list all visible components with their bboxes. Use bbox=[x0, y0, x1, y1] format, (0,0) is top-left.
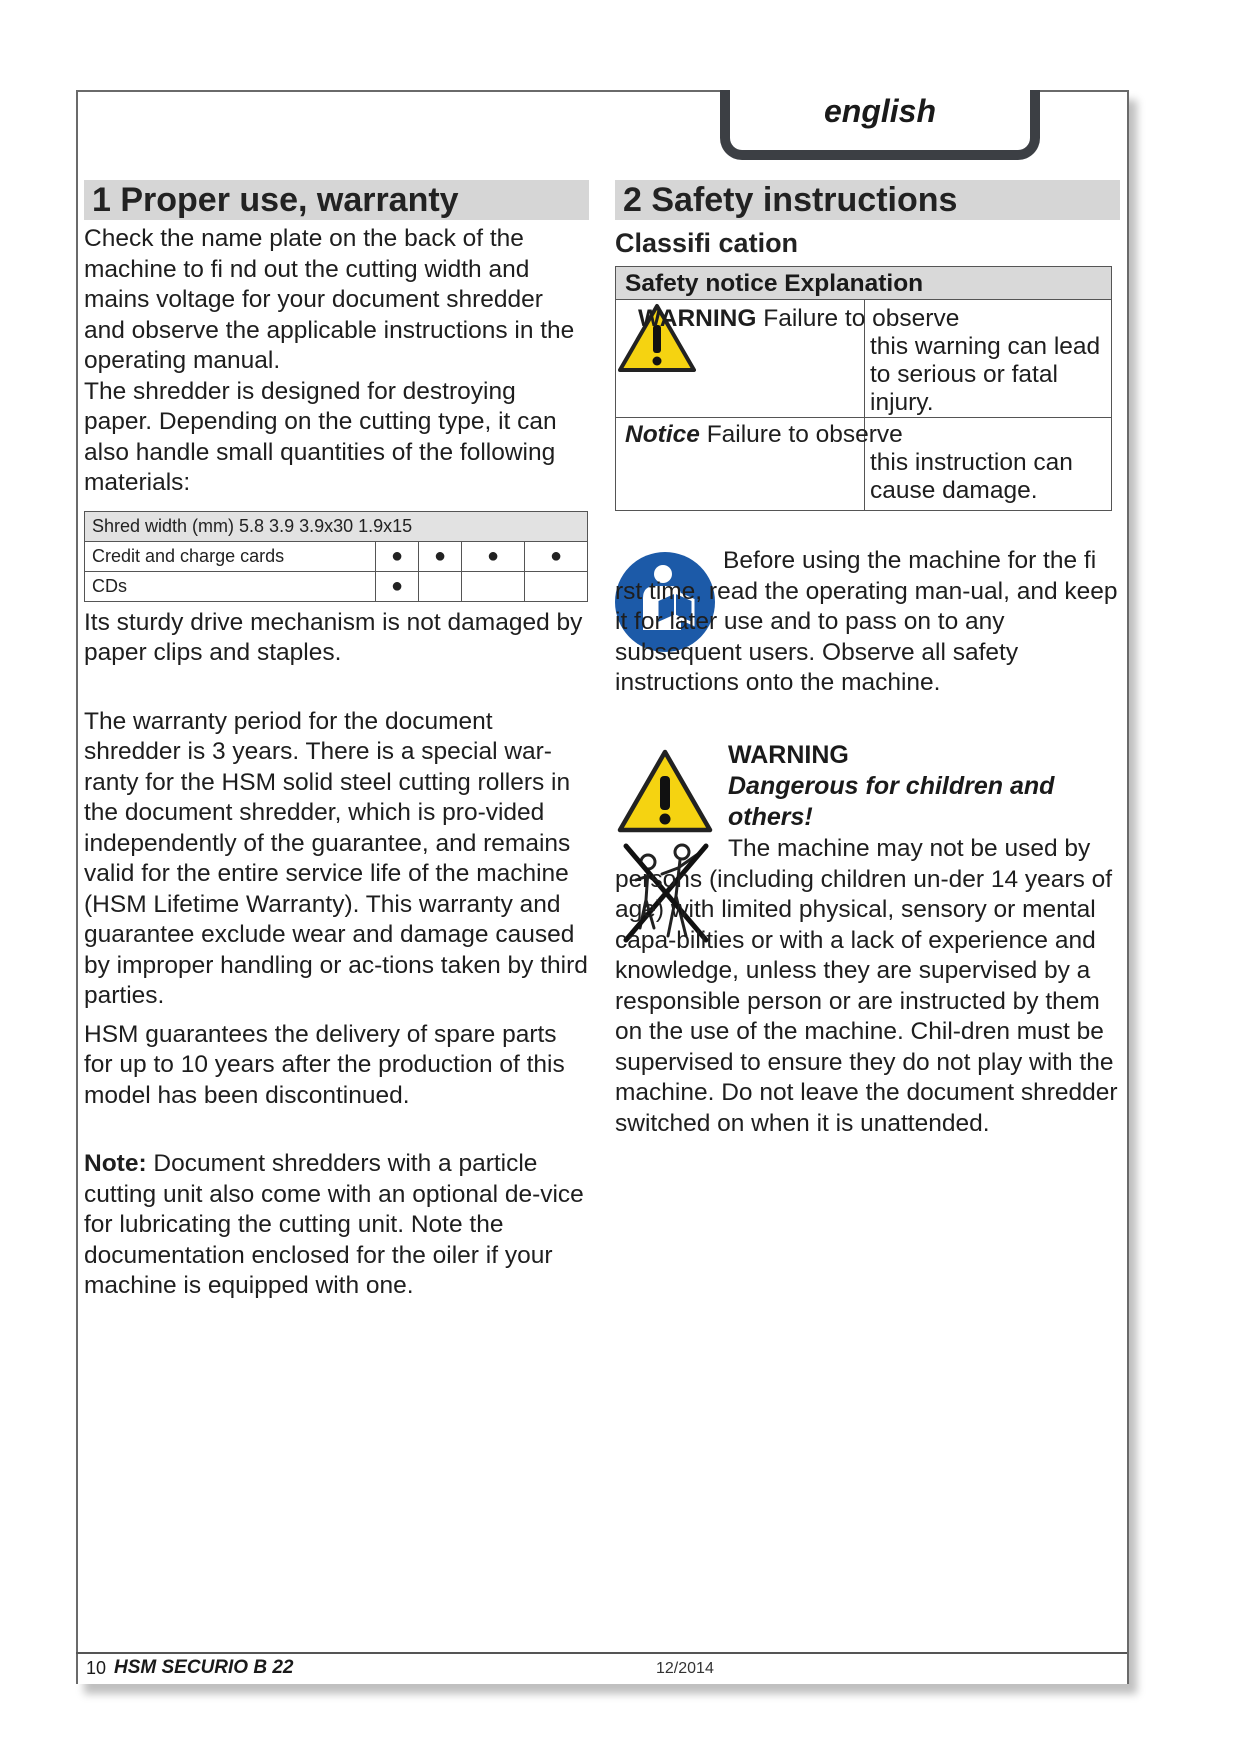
note-label: Note: bbox=[84, 1150, 147, 1177]
notice-label: Notice bbox=[625, 421, 700, 448]
table-row bbox=[85, 541, 588, 571]
notice-row-text: Failure to observe bbox=[699, 421, 903, 448]
shred-width-table bbox=[84, 511, 588, 602]
warning-text: The machine may not be used by persons (including children un-der 14 years of age) with limited physical, sensory or mental capa-bilities or with a lack of experience and knowledge, unless they are supervised by a responsible person or are instructed by them on the use of the machine. Chil-dren must be supervised to ensure they do not play with the machine. Do not leave the document shredder switched on when it is unattended. bbox=[615, 835, 1118, 1137]
mark-cell: ● bbox=[376, 541, 419, 571]
table-header-row bbox=[85, 511, 588, 541]
mark-cell bbox=[525, 571, 588, 601]
paragraph: Check the name plate on the back of the machine to fi nd out the cutting width and mains voltage for your document shredder and observe the applicable instructions in the operating manual. bbox=[84, 225, 575, 374]
footer-date: 12/2014 bbox=[656, 1660, 714, 1677]
notice-explanation: this instruction can cause damage. bbox=[870, 449, 1073, 504]
read-manual-text: Before using the machine for the fi rst time, read the operating man-ual, and keep it for later use and to pass on to any subsequent users. Observe all safety instructions onto the machine. bbox=[615, 547, 1118, 696]
mark-cell: ● bbox=[462, 541, 525, 571]
mark-cell: ● bbox=[419, 541, 462, 571]
warning-explanation: this warning can lead to serious or fatal injury. bbox=[870, 333, 1101, 416]
language-label: english bbox=[823, 93, 936, 129]
section1-title: 1 Proper use, warranty bbox=[84, 180, 589, 220]
paragraph: Its sturdy drive mechanism is not damaged by paper clips and staples. bbox=[84, 608, 583, 666]
mark-cell: ● bbox=[376, 571, 419, 601]
section1-body-continued bbox=[84, 608, 589, 1302]
section1-body bbox=[84, 224, 589, 499]
warning-subtitle: Dangerous for children and others! bbox=[728, 772, 1055, 831]
warning-row bbox=[638, 305, 1098, 333]
paragraph: The warranty period for the document shredder is 3 years. There is a special war-ranty for the HSM solid steel cutting rollers in the document shredder, which is pro-vided independently of the guarantee, and remains valid for the entire service life of the machine (HSM Lifetime Warranty). This warranty and guarantee exclude wear and damage caused by improper handling or ac-tions taken by third parties. bbox=[84, 707, 588, 1009]
read-manual-paragraph bbox=[615, 546, 1120, 699]
page-number: 10 bbox=[86, 1658, 107, 1678]
mark-cell: ● bbox=[525, 541, 588, 571]
section-safety bbox=[615, 180, 1120, 259]
model-name: HSM SECURIO B 22 bbox=[114, 1657, 294, 1678]
classification-header: Safety notice Explanation bbox=[616, 267, 1111, 300]
note-paragraph bbox=[84, 1149, 589, 1302]
section-proper-use bbox=[84, 180, 589, 1302]
note-text: Document shredders with a particle cutting unit also come with an optional de-vice for lubricating the cutting unit. Note the documentation enclosed for the oiler if your machine is equipped with one. bbox=[84, 1150, 584, 1299]
classification-heading: Classifi cation bbox=[615, 228, 799, 258]
row-label: Credit and charge cards bbox=[85, 541, 376, 571]
warning-paragraph bbox=[615, 834, 1120, 1139]
warning-title: WARNING bbox=[728, 741, 849, 769]
mark-cell bbox=[419, 571, 462, 601]
table-header-cell: Shred width (mm) 5.8 3.9 3.9x30 1.9x15 bbox=[85, 511, 588, 541]
row-divider bbox=[616, 417, 1111, 418]
section2-title: 2 Safety instructions bbox=[615, 180, 1120, 220]
footer-divider bbox=[76, 1652, 1127, 1654]
notice-row bbox=[625, 421, 1095, 449]
row-label: CDs bbox=[85, 571, 376, 601]
classification-table bbox=[615, 266, 1112, 511]
paragraph: HSM guarantees the delivery of spare parts for up to 10 years after the production of this model has been discontinued. bbox=[84, 1020, 565, 1109]
warning-row-text: Failure to observe bbox=[756, 305, 960, 332]
warning-label: WARNING bbox=[638, 305, 757, 332]
warning-heading-block bbox=[728, 740, 1120, 833]
mark-cell bbox=[462, 571, 525, 601]
table-row bbox=[85, 571, 588, 601]
warning-triangle-icon bbox=[617, 748, 713, 834]
paragraph: The shredder is designed for destroying paper. Depending on the cutting type, it can also handle small quantities of the following materials: bbox=[84, 377, 557, 496]
